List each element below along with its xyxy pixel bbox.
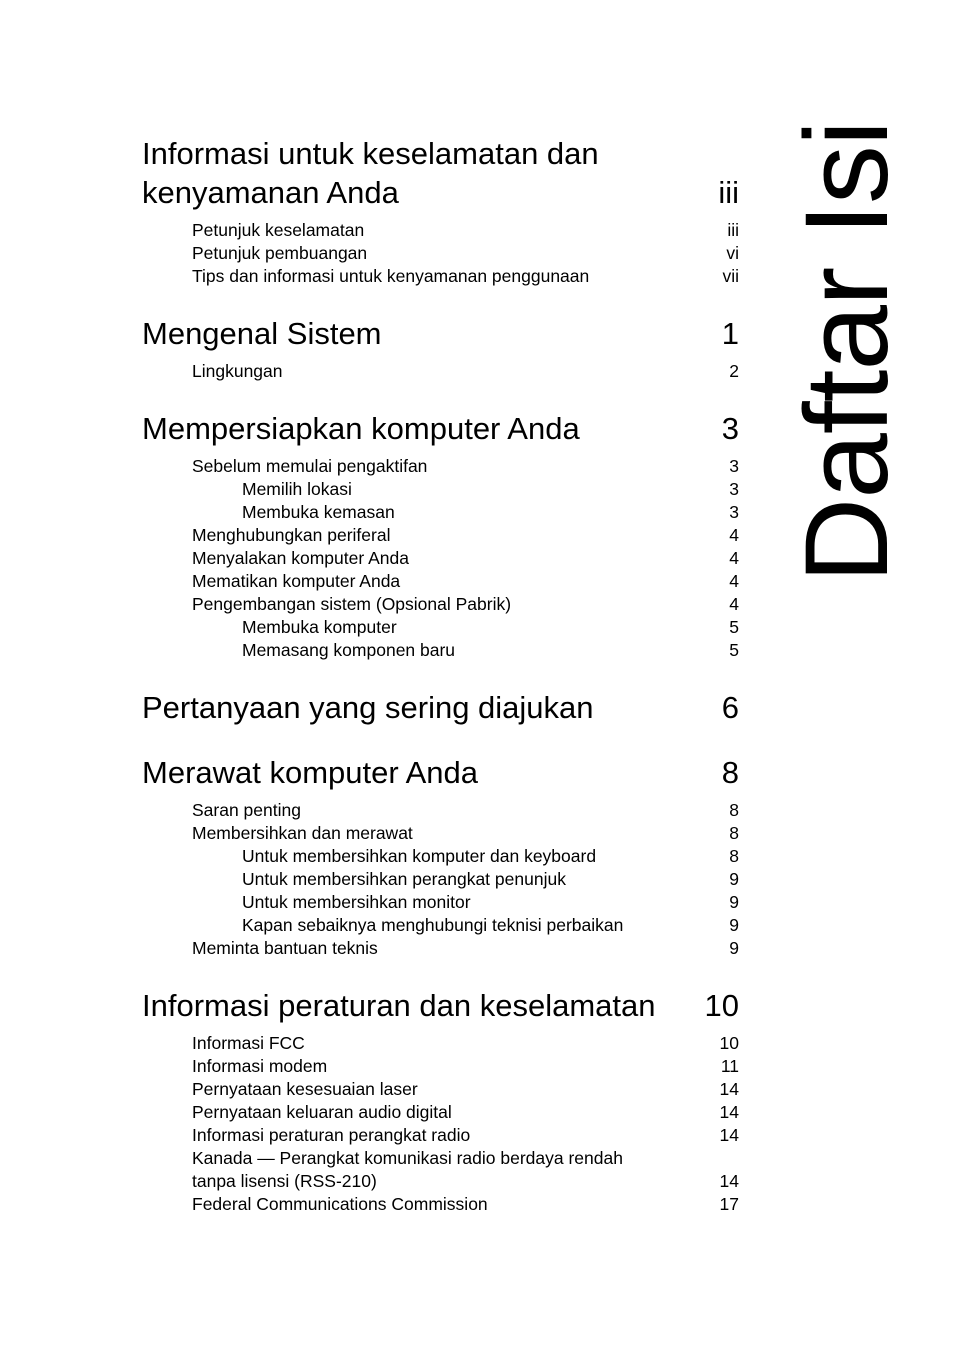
toc-section bbox=[142, 409, 739, 662]
section-title: Merawat komputer Anda bbox=[142, 755, 479, 790]
entry-page: 9 bbox=[729, 892, 739, 912]
toc-entry[interactable] bbox=[142, 868, 739, 891]
entry-page: 5 bbox=[729, 617, 739, 637]
entry-label: Untuk membersihkan monitor bbox=[242, 892, 471, 912]
section-title: Mengenal Sistem bbox=[142, 316, 382, 351]
entry-page: vii bbox=[722, 266, 739, 286]
toc-section bbox=[142, 688, 739, 727]
entry-page: 4 bbox=[729, 525, 739, 545]
section-title: Informasi peraturan dan keselamatan bbox=[142, 988, 656, 1023]
entry-label: Sebelum memulai pengaktifan bbox=[192, 456, 428, 476]
toc-entry[interactable] bbox=[142, 639, 739, 662]
entry-page: 14 bbox=[719, 1171, 739, 1191]
entry-label: Pernyataan kesesuaian laser bbox=[192, 1079, 418, 1099]
section-heading[interactable] bbox=[142, 986, 739, 1025]
toc-entry[interactable] bbox=[142, 1055, 739, 1078]
section-heading[interactable] bbox=[142, 409, 739, 448]
section-heading-line1[interactable] bbox=[142, 134, 739, 173]
entry-page: 14 bbox=[719, 1102, 739, 1122]
entry-page: vi bbox=[726, 243, 739, 263]
entry-label: Kapan sebaiknya menghubungi teknisi perbaikan bbox=[242, 915, 624, 935]
toc-entry[interactable] bbox=[142, 1078, 739, 1101]
entry-page: 14 bbox=[719, 1079, 739, 1099]
entry-label: Petunjuk keselamatan bbox=[192, 220, 365, 240]
entry-label: Informasi FCC bbox=[192, 1033, 305, 1053]
entry-page: 3 bbox=[729, 502, 739, 522]
section-title: Mempersiapkan komputer Anda bbox=[142, 411, 580, 446]
section-entries bbox=[142, 455, 739, 662]
entry-label: tanpa lisensi (RSS-210) bbox=[192, 1171, 377, 1191]
toc-entry[interactable] bbox=[142, 616, 739, 639]
table-of-contents bbox=[142, 134, 739, 1216]
entry-label: Menghubungkan periferal bbox=[192, 525, 391, 545]
entry-label: Memasang komponen baru bbox=[242, 640, 456, 660]
toc-entry[interactable] bbox=[142, 845, 739, 868]
entry-label: Meminta bantuan teknis bbox=[192, 938, 378, 958]
entry-page: 9 bbox=[729, 938, 739, 958]
toc-entry[interactable] bbox=[142, 1147, 739, 1170]
entry-page: 3 bbox=[729, 479, 739, 499]
toc-entry[interactable] bbox=[142, 524, 739, 547]
section-entries bbox=[142, 360, 739, 383]
toc-section bbox=[142, 314, 739, 383]
entry-page: 4 bbox=[729, 548, 739, 568]
toc-entry[interactable] bbox=[142, 1101, 739, 1124]
toc-entry[interactable] bbox=[142, 937, 739, 960]
section-heading[interactable] bbox=[142, 688, 739, 727]
section-entries bbox=[142, 219, 739, 288]
section-page-number: 3 bbox=[721, 411, 739, 446]
entry-label: Informasi peraturan perangkat radio bbox=[192, 1125, 471, 1145]
entry-label: Saran penting bbox=[192, 800, 301, 820]
entry-page: 4 bbox=[729, 571, 739, 591]
section-entries bbox=[142, 1032, 739, 1216]
toc-entry[interactable] bbox=[142, 914, 739, 937]
entry-page: 9 bbox=[729, 869, 739, 889]
toc-entry[interactable] bbox=[142, 1193, 739, 1216]
toc-section bbox=[142, 986, 739, 1216]
section-title-line2: kenyamanan Anda bbox=[142, 175, 399, 210]
page-title-vertical: Daftar Isi bbox=[781, 120, 913, 583]
entry-page: 4 bbox=[729, 594, 739, 614]
entry-label: Membuka komputer bbox=[242, 617, 397, 637]
toc-entry[interactable] bbox=[142, 1170, 739, 1193]
toc-entry[interactable] bbox=[142, 822, 739, 845]
toc-entry[interactable] bbox=[142, 478, 739, 501]
entry-label: Federal Communications Commission bbox=[192, 1194, 488, 1214]
entry-label: Membersihkan dan merawat bbox=[192, 823, 413, 843]
section-title-line1: Informasi untuk keselamatan dan bbox=[142, 136, 599, 171]
toc-entry[interactable] bbox=[142, 242, 739, 265]
section-heading[interactable] bbox=[142, 173, 739, 212]
toc-section bbox=[142, 753, 739, 960]
toc-section bbox=[142, 134, 739, 288]
section-title: Pertanyaan yang sering diajukan bbox=[142, 690, 594, 725]
entry-page: 5 bbox=[729, 640, 739, 660]
entry-label: Petunjuk pembuangan bbox=[192, 243, 368, 263]
entry-page: 3 bbox=[729, 456, 739, 476]
section-page-number: 10 bbox=[704, 988, 739, 1023]
entry-label: Lingkungan bbox=[192, 361, 283, 381]
section-page-number: 6 bbox=[721, 690, 739, 725]
entry-label: Memilih lokasi bbox=[242, 479, 352, 499]
entry-page: 8 bbox=[729, 846, 739, 866]
toc-entry[interactable] bbox=[142, 265, 739, 288]
entry-label: Informasi modem bbox=[192, 1056, 328, 1076]
section-page-number: 8 bbox=[721, 755, 739, 790]
entry-page: 17 bbox=[719, 1194, 739, 1214]
entry-label: Membuka kemasan bbox=[242, 502, 395, 522]
entry-page: 11 bbox=[720, 1056, 739, 1076]
toc-entry[interactable] bbox=[142, 1032, 739, 1055]
toc-entry[interactable] bbox=[142, 219, 739, 242]
entry-page: 8 bbox=[729, 823, 739, 843]
entry-label: Untuk membersihkan perangkat penunjuk bbox=[242, 869, 566, 889]
entry-label: Pengembangan sistem (Opsional Pabrik) bbox=[192, 594, 512, 614]
toc-entry[interactable] bbox=[142, 455, 739, 478]
entry-label: Tips dan informasi untuk kenyamanan penggunaan bbox=[192, 266, 590, 286]
toc-entry[interactable] bbox=[142, 799, 739, 822]
toc-entry[interactable] bbox=[142, 547, 739, 570]
toc-entry[interactable] bbox=[142, 593, 739, 616]
entry-label: Untuk membersihkan komputer dan keyboard bbox=[242, 846, 597, 866]
entry-page: 2 bbox=[729, 361, 739, 381]
section-heading[interactable] bbox=[142, 314, 739, 353]
entry-page: 14 bbox=[719, 1125, 739, 1145]
entry-page: 8 bbox=[729, 800, 739, 820]
entry-label: Kanada — Perangkat komunikasi radio berdaya rendah bbox=[192, 1148, 623, 1168]
entry-page: 9 bbox=[729, 915, 739, 935]
section-heading[interactable] bbox=[142, 753, 739, 792]
section-entries bbox=[142, 799, 739, 960]
entry-label: Pernyataan keluaran audio digital bbox=[192, 1102, 452, 1122]
entry-label: Mematikan komputer Anda bbox=[192, 571, 401, 591]
entry-label: Menyalakan komputer Anda bbox=[192, 548, 409, 568]
section-page-number: iii bbox=[718, 175, 739, 210]
toc-entry[interactable] bbox=[142, 360, 739, 383]
entry-page: iii bbox=[727, 220, 739, 240]
toc-entry[interactable] bbox=[142, 570, 739, 593]
toc-entry[interactable] bbox=[142, 891, 739, 914]
entry-page: 10 bbox=[719, 1033, 739, 1053]
toc-entry[interactable] bbox=[142, 1124, 739, 1147]
toc-entry[interactable] bbox=[142, 501, 739, 524]
section-page-number: 1 bbox=[721, 316, 739, 351]
